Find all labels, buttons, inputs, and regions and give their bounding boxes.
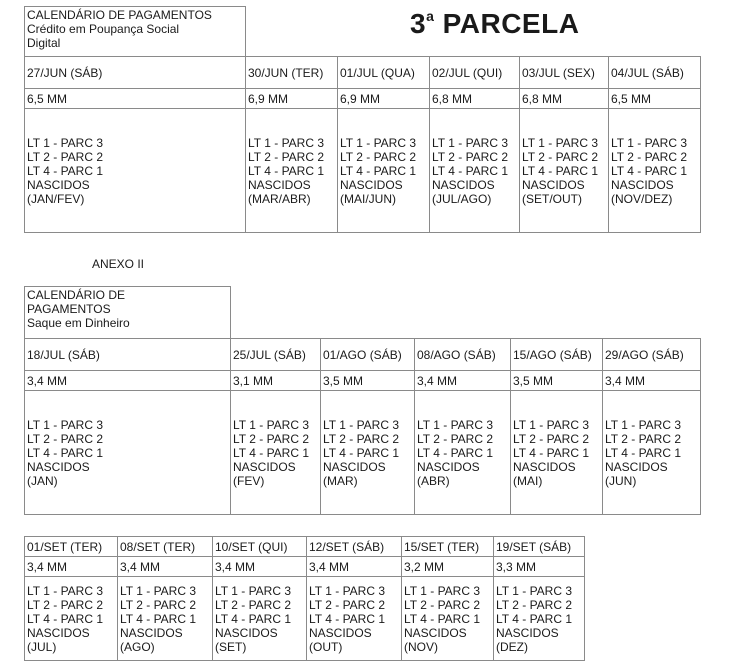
amount-cell: 6,5 MM xyxy=(609,89,701,109)
groups-cell: LT 1 - PARC 3 LT 2 - PARC 2 LT 4 - PARC 1 NASCIDOS (MAI) xyxy=(511,391,603,515)
amount-cell: 3,4 MM xyxy=(213,557,307,577)
date-cell: 01/AGO (SÁB) xyxy=(321,339,415,371)
groups-cell: LT 1 - PARC 3 LT 2 - PARC 2 LT 4 - PARC 1 NASCIDOS (SET) xyxy=(213,577,307,661)
table1-dates-row xyxy=(25,57,701,89)
groups-cell: LT 1 - PARC 3 LT 2 - PARC 2 LT 4 - PARC 1 NASCIDOS (JUL/AGO) xyxy=(430,109,520,233)
amount-cell: 3,5 MM xyxy=(321,371,415,391)
groups-cell: LT 1 - PARC 3 LT 2 - PARC 2 LT 4 - PARC 1 NASCIDOS (JAN) xyxy=(25,391,231,515)
groups-cell: LT 1 - PARC 3 LT 2 - PARC 2 LT 4 - PARC 1 NASCIDOS (NOV/DEZ) xyxy=(609,109,701,233)
groups-cell: LT 1 - PARC 3 LT 2 - PARC 2 LT 4 - PARC 1 NASCIDOS (FEV) xyxy=(231,391,321,515)
date-cell: 18/JUL (SÁB) xyxy=(25,339,231,371)
groups-cell: LT 1 - PARC 3 LT 2 - PARC 2 LT 4 - PARC 1 NASCIDOS (AGO) xyxy=(118,577,213,661)
amount-cell: 3,4 MM xyxy=(25,557,118,577)
groups-cell: LT 1 - PARC 3 LT 2 - PARC 2 LT 4 - PARC 1 NASCIDOS (ABR) xyxy=(415,391,511,515)
groups-cell: LT 1 - PARC 3 LT 2 - PARC 2 LT 4 - PARC 1 NASCIDOS (NOV) xyxy=(402,577,494,661)
groups-cell: LT 1 - PARC 3 LT 2 - PARC 2 LT 4 - PARC 1 NASCIDOS (SET/OUT) xyxy=(520,109,609,233)
amount-cell: 6,9 MM xyxy=(338,89,430,109)
date-cell: 25/JUL (SÁB) xyxy=(231,339,321,371)
date-cell: 15/SET (TER) xyxy=(402,537,494,557)
amount-cell: 3,4 MM xyxy=(118,557,213,577)
groups-cell: LT 1 - PARC 3 LT 2 - PARC 2 LT 4 - PARC 1 NASCIDOS (MAI/JUN) xyxy=(338,109,430,233)
amount-cell: 3,4 MM xyxy=(25,371,231,391)
amount-cell: 6,8 MM xyxy=(520,89,609,109)
groups-cell: LT 1 - PARC 3 LT 2 - PARC 2 LT 4 - PARC 1 NASCIDOS (MAR/ABR) xyxy=(246,109,338,233)
date-cell: 02/JUL (QUI) xyxy=(430,57,520,89)
amount-cell: 6,5 MM xyxy=(25,89,246,109)
table1-groups-row xyxy=(25,109,701,233)
date-cell: 08/AGO (SÁB) xyxy=(415,339,511,371)
date-cell: 29/AGO (SÁB) xyxy=(603,339,701,371)
table2-dates-row xyxy=(25,339,701,371)
payment-calendar-table-poupanca xyxy=(24,6,701,233)
groups-cell: LT 1 - PARC 3 LT 2 - PARC 2 LT 4 - PARC 1 NASCIDOS (JAN/FEV) xyxy=(25,109,246,233)
date-cell: 08/SET (TER) xyxy=(118,537,213,557)
payment-calendar-table-saque xyxy=(24,286,701,515)
date-cell: 12/SET (SÁB) xyxy=(307,537,402,557)
table2-groups-row xyxy=(25,391,701,515)
table1-header-cell: CALENDÁRIO DE PAGAMENTOS Crédito em Poupança Social Digital xyxy=(25,7,246,57)
groups-cell: LT 1 - PARC 3 LT 2 - PARC 2 LT 4 - PARC 1 NASCIDOS (OUT) xyxy=(307,577,402,661)
groups-cell: LT 1 - PARC 3 LT 2 - PARC 2 LT 4 - PARC 1 NASCIDOS (JUN) xyxy=(603,391,701,515)
table1-values-row xyxy=(25,89,701,109)
table3-groups-row xyxy=(25,577,585,661)
amount-cell: 6,9 MM xyxy=(246,89,338,109)
amount-cell: 3,4 MM xyxy=(415,371,511,391)
amount-cell: 3,3 MM xyxy=(494,557,585,577)
amount-cell: 6,8 MM xyxy=(430,89,520,109)
table3-values-row xyxy=(25,557,585,577)
groups-cell: LT 1 - PARC 3 LT 2 - PARC 2 LT 4 - PARC 1 NASCIDOS (MAR) xyxy=(321,391,415,515)
amount-cell: 3,1 MM xyxy=(231,371,321,391)
date-cell: 30/JUN (TER) xyxy=(246,57,338,89)
date-cell: 27/JUN (SÁB) xyxy=(25,57,246,89)
date-cell: 01/SET (TER) xyxy=(25,537,118,557)
amount-cell: 3,4 MM xyxy=(307,557,402,577)
payment-calendar-table-setembro xyxy=(24,536,585,661)
date-cell: 15/AGO (SÁB) xyxy=(511,339,603,371)
date-cell: 04/JUL (SÁB) xyxy=(609,57,701,89)
date-cell: 01/JUL (QUA) xyxy=(338,57,430,89)
groups-cell: LT 1 - PARC 3 LT 2 - PARC 2 LT 4 - PARC 1 NASCIDOS (JUL) xyxy=(25,577,118,661)
amount-cell: 3,2 MM xyxy=(402,557,494,577)
table2-header-cell: CALENDÁRIO DE PAGAMENTOS Saque em Dinheiro xyxy=(25,287,231,339)
groups-cell: LT 1 - PARC 3 LT 2 - PARC 2 LT 4 - PARC 1 NASCIDOS (DEZ) xyxy=(494,577,585,661)
table3-dates-row xyxy=(25,537,585,557)
page-title: 3$^a$ PARCELA xyxy=(410,8,580,39)
amount-cell: 3,4 MM xyxy=(603,371,701,391)
date-cell: 19/SET (SÁB) xyxy=(494,537,585,557)
date-cell: 03/JUL (SEX) xyxy=(520,57,609,89)
annex-label: ANEXO II xyxy=(92,257,145,271)
date-cell: 10/SET (QUI) xyxy=(213,537,307,557)
amount-cell: 3,5 MM xyxy=(511,371,603,391)
table2-values-row xyxy=(25,371,701,391)
